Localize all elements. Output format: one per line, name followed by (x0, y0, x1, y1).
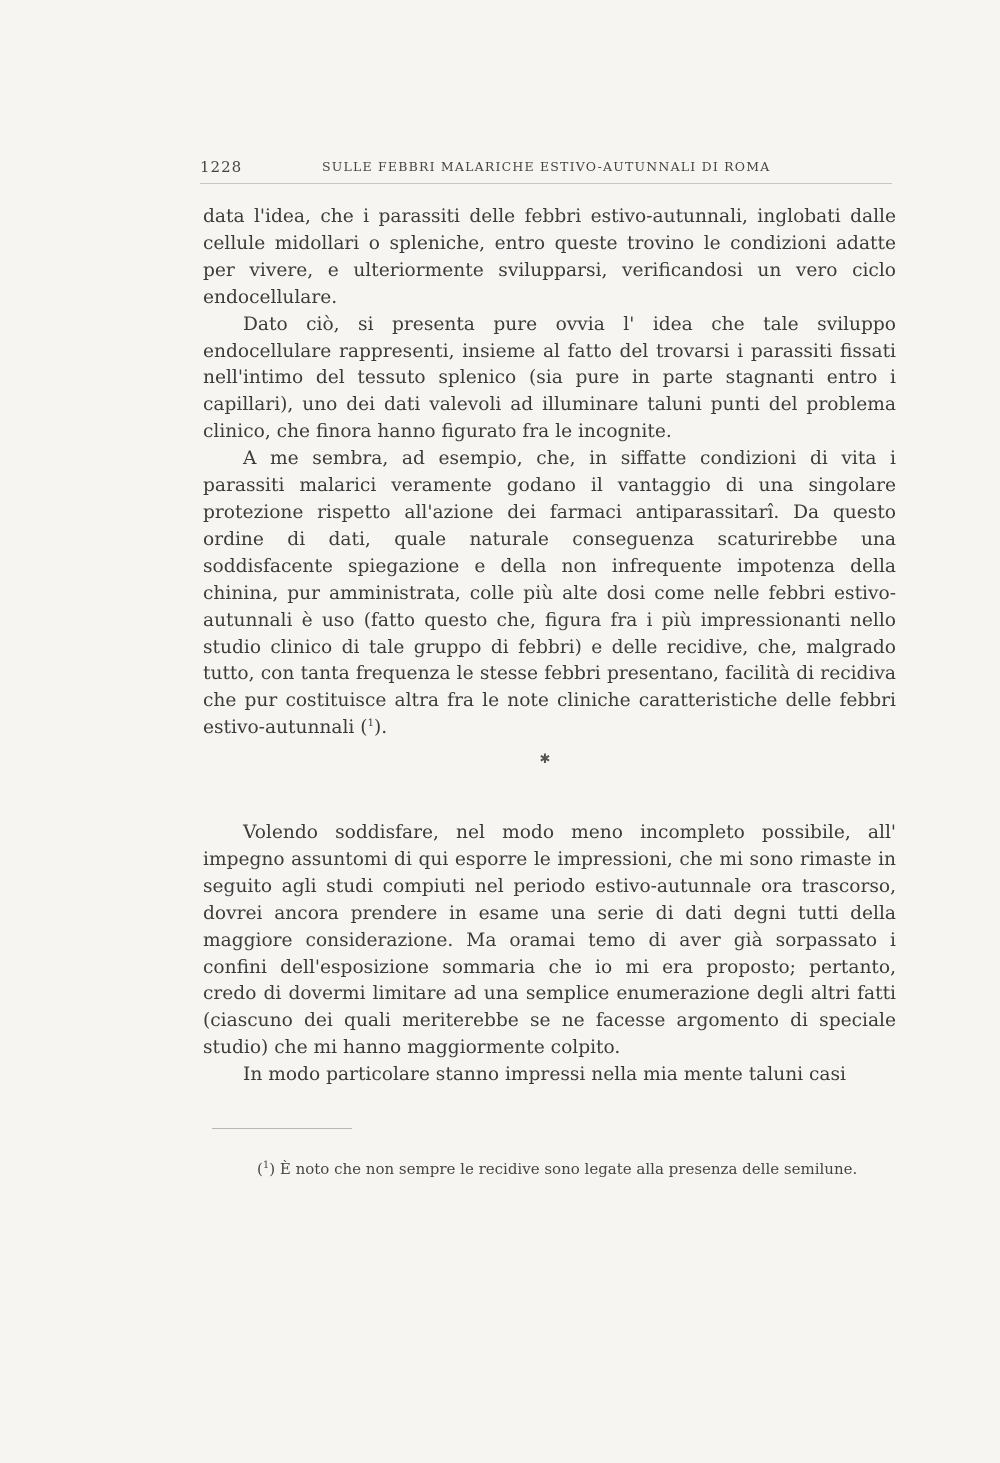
text-block-new-section (203, 820, 896, 1089)
paragraph-a-me-sembra (203, 446, 896, 742)
running-title: SULLE FEBBRI MALARICHE ESTIVO-AUTUNNALI DI ROMA (322, 159, 771, 174)
paragraph-a-me-sembra-end: ). (373, 717, 388, 739)
text-block-continuation (203, 204, 896, 742)
paragraph-in-modo: In modo particolare stanno impressi nella mia mente taluni casi (243, 1064, 847, 1086)
footnote-rule (212, 1128, 352, 1129)
footnote-mark: 1 (262, 1160, 270, 1171)
header-rule (200, 183, 892, 184)
footnote-text: È noto che non sempre le recidive sono legate alla presenza delle semilune. (275, 1160, 858, 1178)
footnote (257, 1158, 907, 1180)
page-number: 1228 (200, 158, 243, 176)
paragraph-volendo: Volendo soddisfare, nel modo meno incompleto possibile, all' impegno assuntomi di qui esporre le impressioni, che mi sono rimaste in seguito agli studi compiuti nel periodo estivo-autunnale ora trascorso, dovrei ancora prendere in esame una serie di dati degni tutti della maggiore considerazione. Ma oramai temo di aver già sorpassato i confini dell'esposizione sommaria che io mi era proposto; pertanto, credo di dovermi limitare ad una semplice enumerazione degli altri fatti (ciascuno dei quali meriterebbe se ne facesse argomento di speciale studio) che mi hanno maggiormente colpito. (203, 822, 896, 1059)
footnote-mark-close: ) (269, 1160, 276, 1178)
paragraph-continuation: data l'idea, che i parassiti delle febbri estivo-autunnali, inglobati dalle cellule midollari o spleniche, entro queste trovino le condizioni adatte per vivere, e ulteriormente svilupparsi, verificandosi un vero ciclo endocellulare. (203, 206, 896, 308)
paragraph-dato-cio: Dato ciò, si presenta pure ovvia l' idea che tale sviluppo endocellulare rappresenti, insieme al fatto del trovarsi i parassiti fissati nell'intimo del tessuto splenico (sia pure in parte stagnanti entro i capillari), uno dei dati valevoli ad illuminare taluni punti del problema clinico, che finora hanno figurato fra le incognite. (203, 313, 896, 443)
paragraph-a-me-sembra-text: A me sembra, ad esempio, che, in siffatte condizioni di vita i parassiti malarici veramente godano il vantaggio di una singolare protezione rispetto all'azione dei farmaci antiparassitarî. Da questo ordine di dati, quale naturale conseguenza scaturirebbe una soddisfacente spiegazione e della non infrequente impotenza della chinina, pur amministrata, colle più alte dosi come nelle febbri estivo-autunnali è uso (fatto questo che, figura fra i più impressionanti nello studio clinico di tale gruppo di febbri) e delle recidive, che, malgrado tutto, con tanta frequenza le stesse febbri presentano, facilità di recidiva che pur costituisce altra fra le note cliniche caratteristiche delle febbri estivo-autunnali ( (203, 448, 896, 739)
section-ornament: ✱ (539, 752, 551, 767)
page-header (200, 158, 892, 184)
footnote-reference[interactable]: 1 (367, 718, 374, 730)
footnote-mark-open: ( (257, 1160, 263, 1178)
